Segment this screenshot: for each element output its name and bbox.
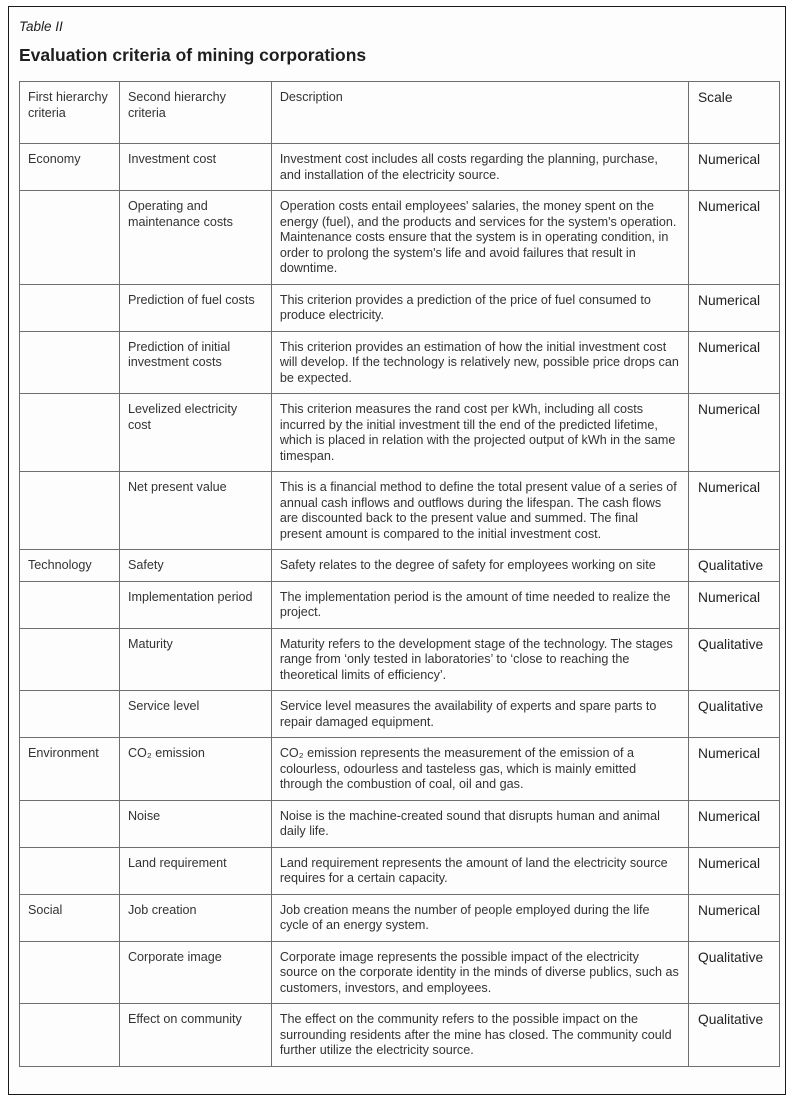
table-row [20,847,780,894]
cell-second-hierarchy: Service level [119,691,271,738]
table-row [20,331,780,394]
cell-first-hierarchy [20,284,120,331]
cell-scale: Numerical [688,394,779,472]
cell-description: Job creation means the number of people employed during the life cycle of an energy system. [271,894,688,941]
cell-scale: Numerical [688,800,779,847]
cell-second-hierarchy: Prediction of fuel costs [119,284,271,331]
header-first-hierarchy: First hierarchy criteria [20,82,120,144]
cell-description: Operation costs entail employees' salaries, the money spent on the energy (fuel), and the products and services for the system's operation. Maintenance costs ensure that the system is in operating condition, in order to prolong the system's life and avoid failures that result in downtime. [271,191,688,285]
table-row [20,738,780,801]
cell-description: Corporate image represents the possible impact of the electricity source on the corporate identity in the minds of diverse publics, such as customers, investors, and employees. [271,941,688,1004]
cell-second-hierarchy: Implementation period [119,581,271,628]
cell-first-hierarchy [20,941,120,1004]
header-scale: Scale [688,82,779,144]
cell-second-hierarchy: Land requirement [119,847,271,894]
cell-first-hierarchy [20,847,120,894]
cell-description: Maturity refers to the development stage of the technology. The stages range from ‘only tested in laboratories’ to ‘close to reaching the theoretical limits of efficiency’. [271,628,688,691]
cell-scale: Numerical [688,581,779,628]
cell-second-hierarchy: Noise [119,800,271,847]
cell-scale: Qualitative [688,941,779,1004]
cell-description: The effect on the community refers to the possible impact on the surrounding residents after the mine has closed. The community could further utilize the electricity source. [271,1004,688,1067]
cell-description: This criterion provides a prediction of the price of fuel consumed to produce electricity. [271,284,688,331]
table-title: Evaluation criteria of mining corporations [19,45,367,65]
cell-second-hierarchy: Prediction of initial investment costs [119,331,271,394]
cell-second-hierarchy: Investment cost [119,144,271,191]
cell-scale: Numerical [688,191,779,285]
cell-second-hierarchy: Effect on community [119,1004,271,1067]
cell-second-hierarchy: Maturity [119,628,271,691]
header-description: Description [271,82,688,144]
cell-first-hierarchy [20,800,120,847]
header-second-hierarchy: Second hierarchy criteria [119,82,271,144]
cell-description: CO₂ emission represents the measurement of the emission of a colourless, odourless and tasteless gas, which is mainly emitted through the combustion of coal, oil and gas. [271,738,688,801]
table-row [20,394,780,472]
cell-second-hierarchy: Job creation [119,894,271,941]
table-body [20,144,780,1067]
table-row [20,284,780,331]
table-row [20,691,780,738]
cell-description: Land requirement represents the amount of land the electricity source requires for a certain capacity. [271,847,688,894]
table-frame [8,6,786,1095]
cell-second-hierarchy: Levelized electricity cost [119,394,271,472]
cell-scale: Qualitative [688,691,779,738]
table-row [20,800,780,847]
cell-description: This is a financial method to define the total present value of a series of annual cash inflows and outflows during the lifespan. The cash flows are discounted back to the present value and summed. The final present amount is compared to the initial investment cost. [271,472,688,550]
cell-first-hierarchy [20,691,120,738]
cell-first-hierarchy [20,331,120,394]
cell-second-hierarchy: Net present value [119,472,271,550]
cell-scale: Qualitative [688,1004,779,1067]
cell-description: This criterion measures the rand cost per kWh, including all costs incurred by the initial investment till the end of the predicted lifetime, which is placed in relation with the projected output of kWh in the same timespan. [271,394,688,472]
cell-scale: Qualitative [688,550,779,582]
cell-scale: Numerical [688,331,779,394]
cell-first-hierarchy: Economy [20,144,120,191]
cell-first-hierarchy: Social [20,894,120,941]
cell-second-hierarchy: Corporate image [119,941,271,1004]
cell-second-hierarchy: Safety [119,550,271,582]
table-row [20,191,780,285]
table-row [20,472,780,550]
cell-scale: Numerical [688,284,779,331]
cell-first-hierarchy [20,394,120,472]
cell-scale: Numerical [688,738,779,801]
cell-first-hierarchy [20,472,120,550]
cell-scale: Numerical [688,847,779,894]
cell-description: This criterion provides an estimation of how the initial investment cost will develop. If the technology is relatively new, possible price drops can be expected. [271,331,688,394]
cell-description: Service level measures the availability of experts and spare parts to repair damaged equipment. [271,691,688,738]
table-row [20,1004,780,1067]
cell-first-hierarchy: Environment [20,738,120,801]
cell-description: Safety relates to the degree of safety for employees working on site [271,550,688,582]
cell-description: The implementation period is the amount of time needed to realize the project. [271,581,688,628]
cell-second-hierarchy: Operating and maintenance costs [119,191,271,285]
cell-description: Noise is the machine-created sound that disrupts human and animal daily life. [271,800,688,847]
cell-second-hierarchy: CO₂ emission [119,738,271,801]
cell-scale: Numerical [688,472,779,550]
cell-first-hierarchy: Technology [20,550,120,582]
table-row [20,550,780,582]
table-header-row [20,82,780,144]
criteria-table [19,81,780,1067]
cell-first-hierarchy [20,191,120,285]
cell-description: Investment cost includes all costs regarding the planning, purchase, and installation of the electricity source. [271,144,688,191]
table-label: Table II [19,19,63,34]
cell-first-hierarchy [20,628,120,691]
table-row [20,144,780,191]
table-row [20,941,780,1004]
cell-scale: Numerical [688,144,779,191]
cell-first-hierarchy [20,1004,120,1067]
cell-scale: Qualitative [688,628,779,691]
cell-scale: Numerical [688,894,779,941]
table-row [20,581,780,628]
table-row [20,894,780,941]
cell-first-hierarchy [20,581,120,628]
table-row [20,628,780,691]
